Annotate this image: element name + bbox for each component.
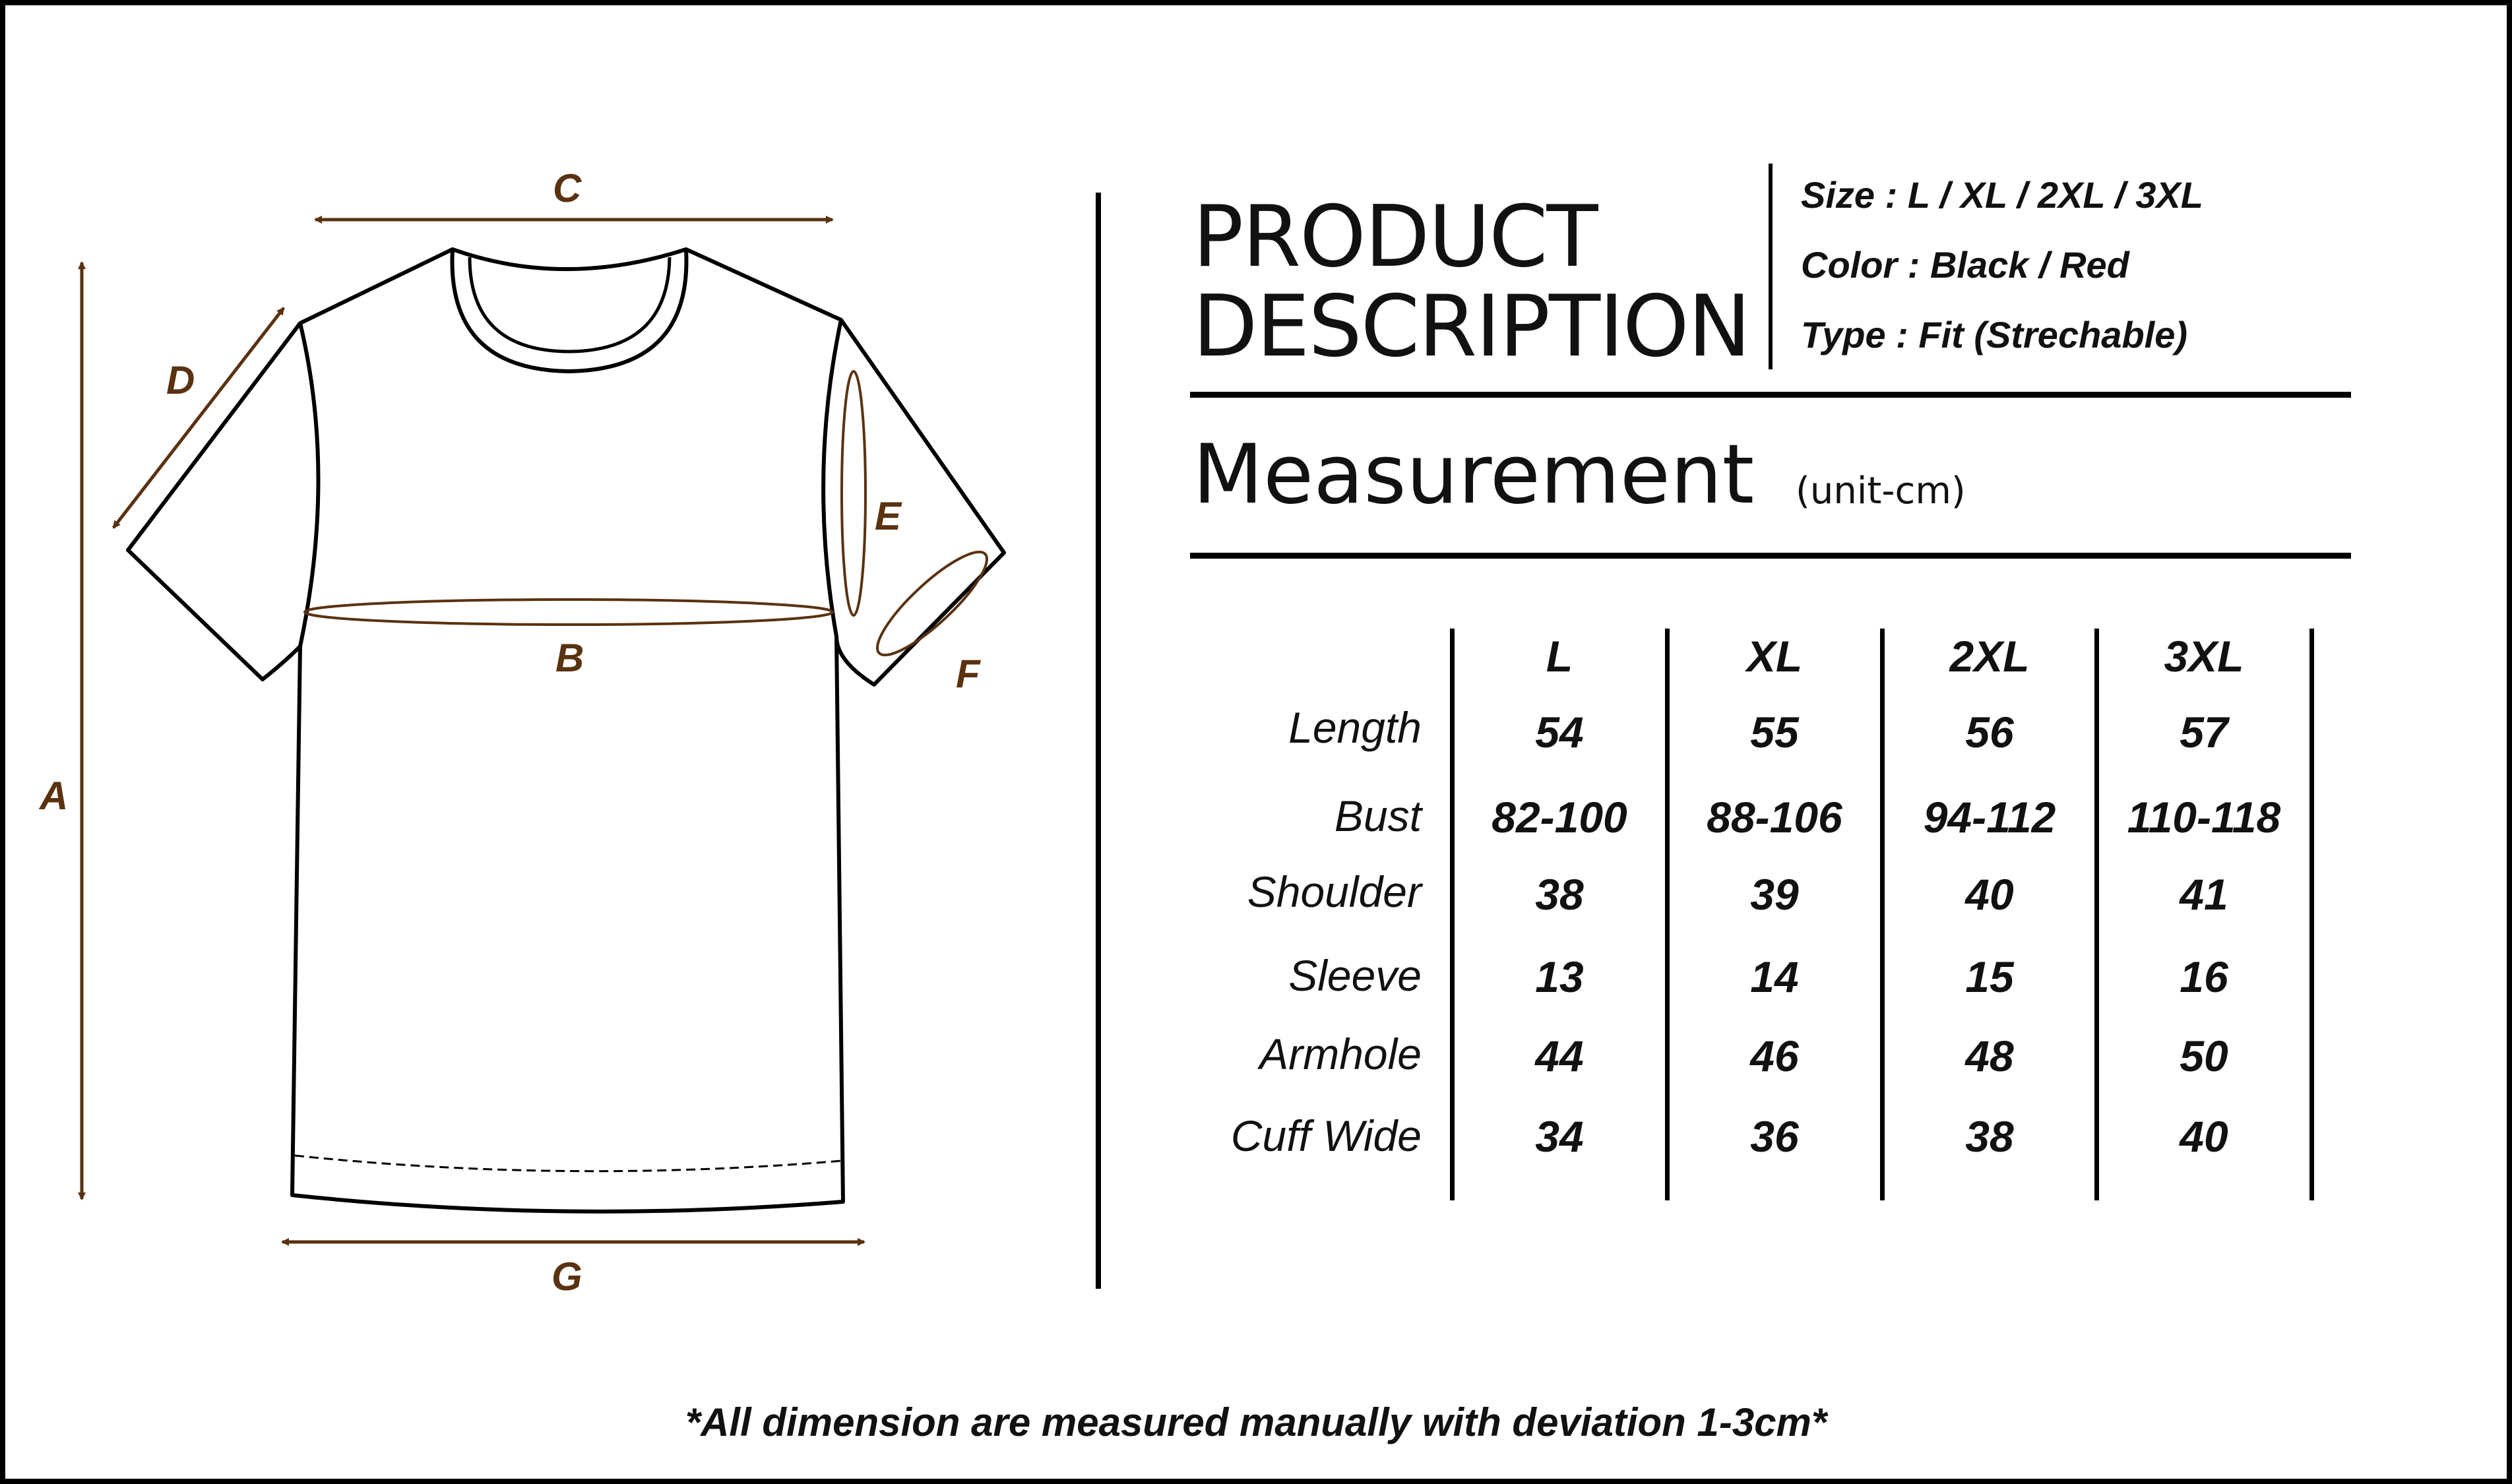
section-divider <box>1096 193 1101 1289</box>
dimension-label-a: A <box>40 774 69 818</box>
footnote: *All dimension are measured manually with deviation 1-3cm* <box>685 1400 1827 1444</box>
measurement-heading: Measurement <box>1193 427 1755 522</box>
column-header-xl: XL <box>1746 632 1803 681</box>
table-cell: 94-112 <box>1923 793 2056 842</box>
tshirt-outline <box>128 249 1004 1212</box>
table-cell: 34 <box>1535 1112 1584 1161</box>
table-cell: 36 <box>1750 1112 1799 1161</box>
table-cell: 56 <box>1965 708 2014 757</box>
table-cell: 14 <box>1750 952 1799 1001</box>
row-label-length: Length <box>1288 703 1422 752</box>
title-spec-divider <box>1769 164 1773 369</box>
product-title-line-2: DESCRIPTION <box>1193 278 1750 376</box>
table-cell: 54 <box>1535 708 1584 757</box>
dimension-label-e: E <box>875 494 902 538</box>
spec-color: Color : Black / Red <box>1801 244 2129 286</box>
row-label-shoulder: Shoulder <box>1247 867 1422 916</box>
row-label-armhole: Armhole <box>1259 1030 1422 1078</box>
table-cell: 40 <box>2180 1112 2228 1161</box>
table-cell: 38 <box>1535 870 1584 919</box>
rule-bottom <box>1190 553 2351 559</box>
table-cell: 15 <box>1965 952 2014 1001</box>
table-cell: 55 <box>1750 708 1799 757</box>
dimension-label-f: F <box>956 652 980 696</box>
table-cell: 48 <box>1965 1032 2014 1080</box>
table-cell: 41 <box>2180 870 2228 919</box>
table-cell: 16 <box>2180 952 2228 1001</box>
table-cell: 82-100 <box>1492 793 1627 842</box>
rule-top <box>1190 392 2351 398</box>
table-cell: 38 <box>1965 1112 2014 1161</box>
spec-type: Type : Fit (Strechable) <box>1801 314 2188 356</box>
table-cell: 39 <box>1750 870 1799 919</box>
table-cell: 50 <box>2180 1032 2228 1080</box>
product-title-line-1: PRODUCT <box>1193 188 1597 286</box>
table-column-divider <box>2309 629 2314 1200</box>
table-cell: 110-118 <box>2127 793 2281 842</box>
table-cell: 13 <box>1535 952 1584 1001</box>
table-cell: 46 <box>1750 1032 1799 1080</box>
row-label-cuff-wide: Cuff Wide <box>1230 1111 1422 1160</box>
table-cell: 40 <box>1965 870 2014 919</box>
spec-list <box>1801 170 2203 380</box>
table-cell: 88-106 <box>1707 793 1842 842</box>
tshirt-diagram <box>0 0 1069 1484</box>
table-cell: 57 <box>2180 708 2228 757</box>
dimension-label-g: G <box>551 1254 582 1299</box>
row-label-bust: Bust <box>1334 791 1422 840</box>
column-header-l: L <box>1546 632 1573 681</box>
dimension-label-d: D <box>166 358 195 402</box>
measurement-unit: (unit-cm) <box>1796 470 1966 512</box>
product-title <box>1193 188 1750 376</box>
dimension-label-b: B <box>555 636 584 680</box>
spec-size: Size : L / XL / 2XL / 3XL <box>1801 174 2203 216</box>
column-header-2xl: 2XL <box>1949 632 2030 681</box>
column-header-3xl: 3XL <box>2164 632 2244 681</box>
table-cell: 44 <box>1535 1032 1584 1080</box>
dimension-label-c: C <box>553 166 582 210</box>
row-label-sleeve: Sleeve <box>1288 951 1422 1000</box>
